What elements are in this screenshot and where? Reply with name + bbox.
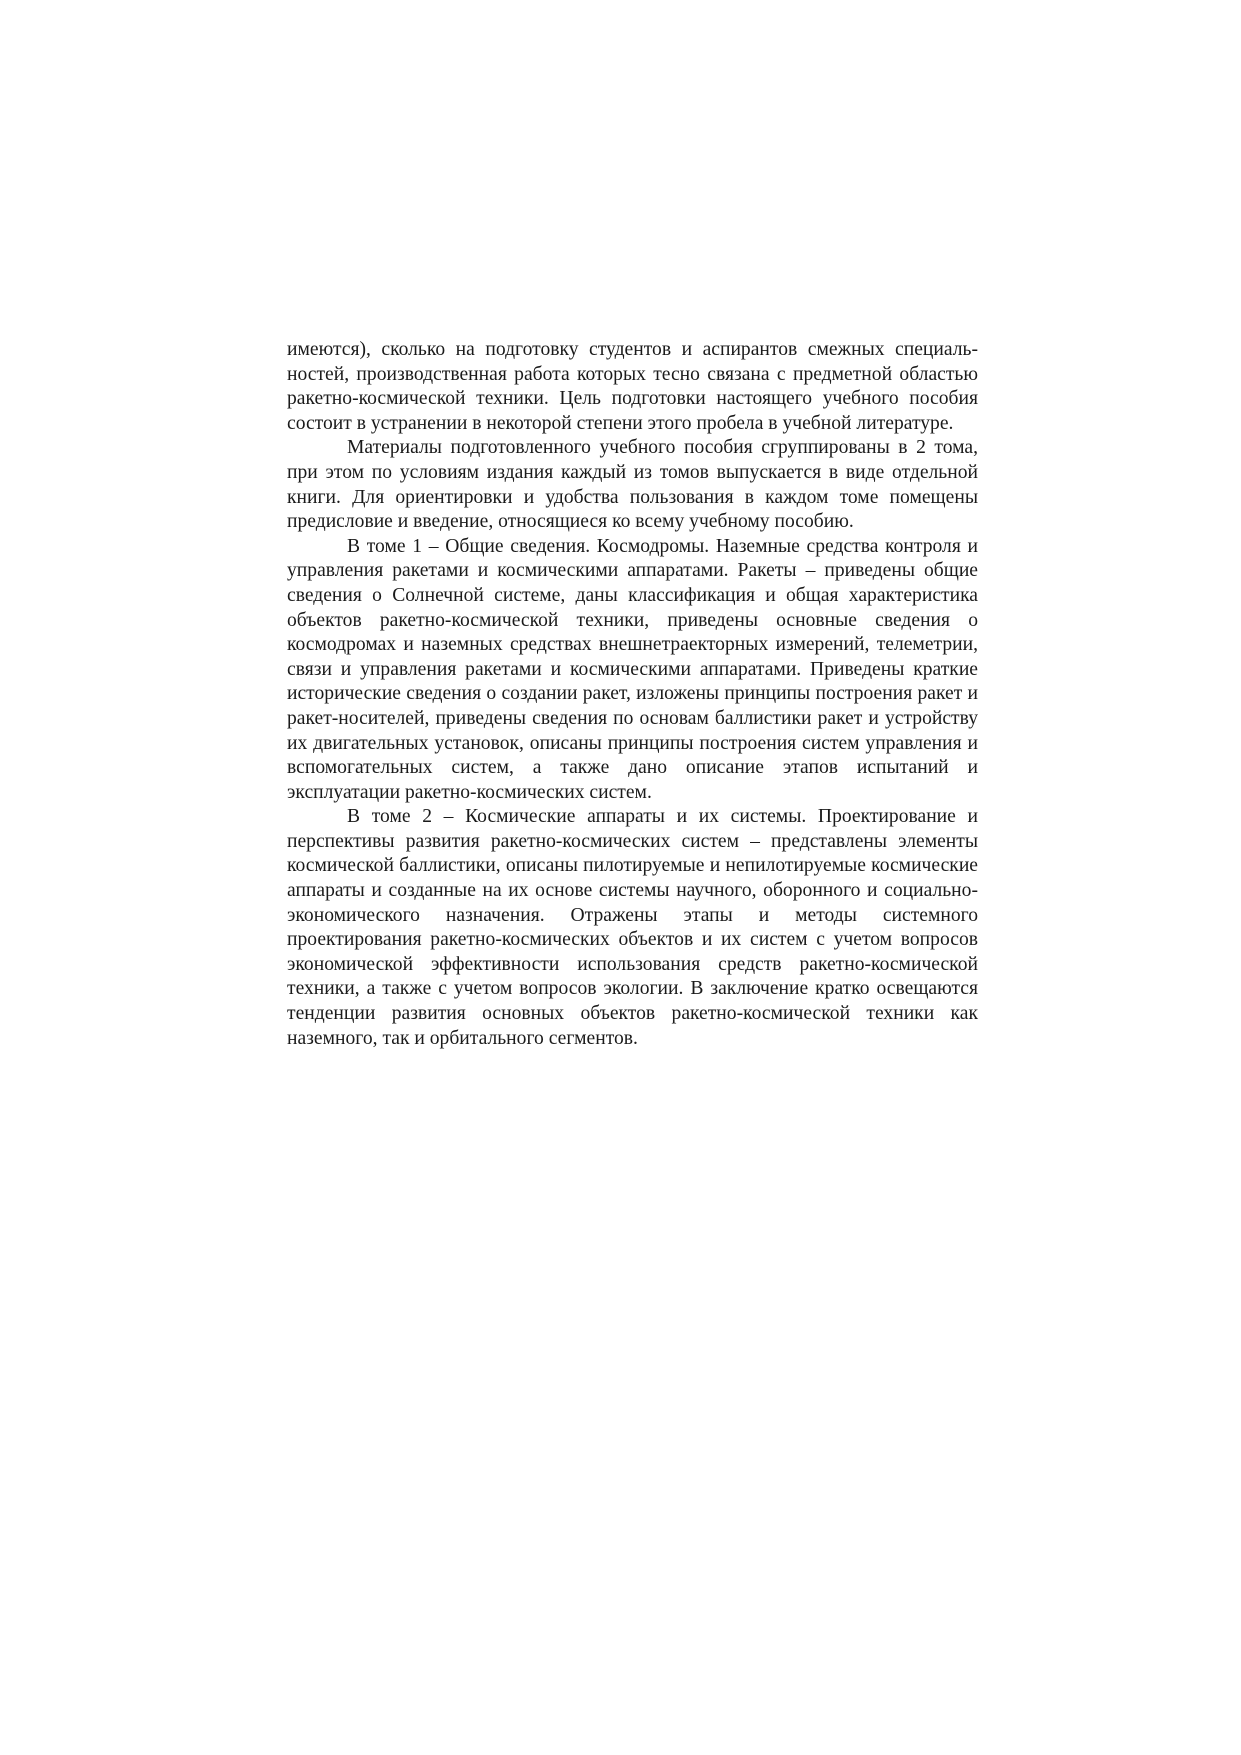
body-text	[287, 338, 978, 1051]
paragraph-volume-2: В томе 2 – Космические аппараты и их системы. Проектирование и перспективы развития ракетно-космических систем – представлены элементы космической баллистики, описаны пилотируемые и непилотируемые космические аппараты и созданные на их основе системы научного, оборонного и социально-экономического назначения. Отражены этапы и методы системного проектирования ракетно-космических объектов и их систем с учетом вопросов экономической эффективности использования средств ракетно-космической техники, а также с учетом вопросов экологии. В заключение кратко освещаются тенденции развития основных объектов ракетно-космической техники как наземного, так и орбитального сегментов.	[287, 806, 978, 1049]
paragraph-continuation: имеются), сколько на подготовку студентов и аспирантов смежных специальностей, производственная работа которых тесно связана с предметной областью ракетно-космической техники. Цель подготовки настоящего учебного пособия состоит в устранении в некоторой степени этого пробела в учебной литературе.	[287, 339, 978, 434]
paragraph-materials: Материалы подготовленного учебного пособия сгруппированы в 2 тома, при этом по условиям издания каждый из томов выпускается в виде отдельной книги. Для ориентировки и удобства пользования в каждом томе помещены предисловие и введение, относящиеся ко всему учебному пособию.	[287, 437, 978, 533]
paragraph-volume-1: В томе 1 – Общие сведения. Космодромы. Наземные средства контроля и управления ракетами и космическими аппаратами. Ракеты – приведены общие сведения о Солнечной системе, даны классификация и общая характеристика объектов ракетно-космической техники, приведены основные сведения о космодромах и наземных средствах внешнетраекторных измерений, телеметрии, связи и управления ракетами и космическими аппаратами. Приведены краткие исторические сведения о создании ракет, изложены принципы построения ракет и ракет-носителей, приведены сведения по основам баллистики ракет и устройству их двигательных установок, описаны принципы построения систем управления и вспомогательных систем, а также дано описание этапов испытаний и эксплуатации ракетно-космических систем.	[287, 535, 978, 803]
